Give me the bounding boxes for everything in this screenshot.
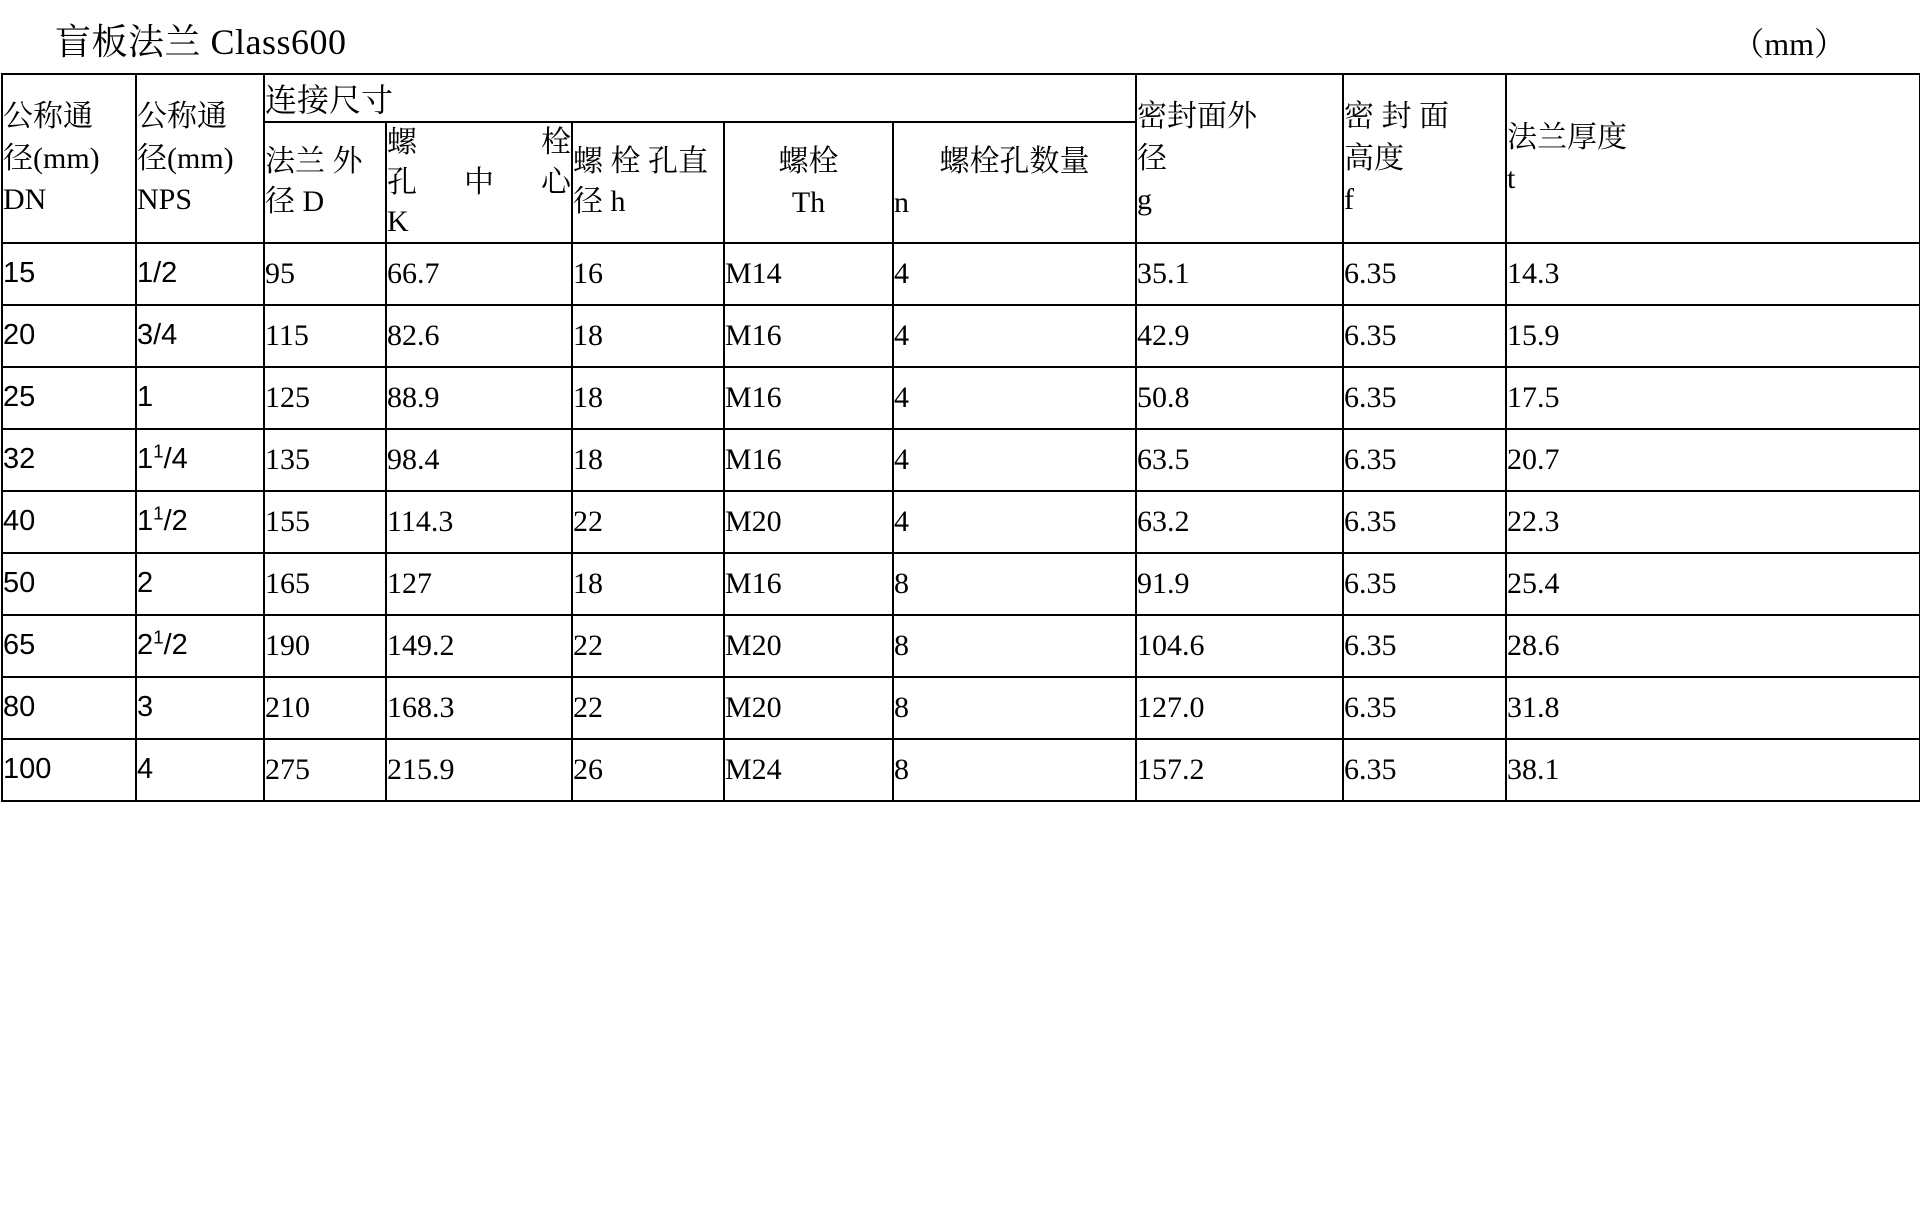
cell-bolt: M14 — [724, 243, 893, 305]
cell-seal-face-height: 6.35 — [1343, 615, 1506, 677]
column-header-bolt-hole-diameter-line2: 孔直径 — [573, 144, 708, 219]
column-header-seal-face-height-line1: 密 封 面 — [1344, 100, 1450, 133]
cell-nps-whole: 2 — [137, 629, 154, 662]
cell-bolt-hole-diameter: 18 — [572, 305, 724, 367]
cell-seal-face-od: 91.9 — [1136, 553, 1343, 615]
cell-seal-face-height: 6.35 — [1343, 429, 1506, 491]
table-row — [2, 367, 1920, 429]
cell-dn: 100 — [2, 739, 136, 801]
cell-seal-face-height: 6.35 — [1343, 305, 1506, 367]
column-header-dn-line2: 径(mm) — [3, 141, 100, 175]
column-header-flange-od — [264, 122, 386, 243]
column-header-bolt-hole-count-line1: 螺栓孔数量 — [939, 144, 1090, 178]
column-header-bolt-hole-diameter-line3: h — [610, 185, 626, 219]
cell-dn: 25 — [2, 367, 136, 429]
table-row — [2, 615, 1920, 677]
cell-bolt-hole-diameter: 16 — [572, 243, 724, 305]
cell-bolt-hole-count: 4 — [893, 491, 1136, 553]
column-header-seal-face-height-line3: f — [1344, 183, 1355, 217]
cell-seal-face-od: 50.8 — [1136, 367, 1343, 429]
cell-bolt-hole-count: 8 — [893, 677, 1136, 739]
column-header-bolt-hole-diameter — [572, 122, 724, 243]
cell-dn: 65 — [2, 615, 136, 677]
cell-flange-thickness: 22.3 — [1506, 491, 1920, 553]
column-header-seal-face-od — [1136, 74, 1343, 243]
column-header-seal-face-height-line2: 高度 — [1344, 141, 1405, 175]
cell-bolt-hole-count: 4 — [893, 243, 1136, 305]
cell-nps: 3 — [136, 677, 264, 739]
cell-seal-face-od: 63.2 — [1136, 491, 1343, 553]
cell-flange-od: 155 — [264, 491, 386, 553]
cell-dn: 20 — [2, 305, 136, 367]
table-header — [2, 74, 1920, 243]
column-group-header-connection-dimensions: 连接尺寸 — [264, 74, 1136, 122]
cell-bolt: M20 — [724, 677, 893, 739]
cell-nps: 2 — [136, 553, 264, 615]
cell-bolt-hole-count: 8 — [893, 739, 1136, 801]
cell-nps — [136, 491, 264, 553]
cell-seal-face-od: 157.2 — [1136, 739, 1343, 801]
cell-bolt-hole-count: 4 — [893, 305, 1136, 367]
cell-seal-face-height: 6.35 — [1343, 367, 1506, 429]
page-title: 盲板法兰 Class600 — [55, 22, 347, 62]
cell-flange-thickness: 15.9 — [1506, 305, 1920, 367]
table-row — [2, 677, 1920, 739]
cell-flange-od: 115 — [264, 305, 386, 367]
cell-bolt-hole-count: 8 — [893, 553, 1136, 615]
cell-dn: 15 — [2, 243, 136, 305]
cell-bolt-circle: 114.3 — [386, 491, 572, 553]
cell-bolt: M16 — [724, 305, 893, 367]
column-header-seal-face-od-line2: 径 — [1137, 141, 1168, 175]
column-header-dn-line1: 公称通 — [3, 100, 93, 133]
cell-bolt-hole-count: 4 — [893, 367, 1136, 429]
cell-flange-thickness: 38.1 — [1506, 739, 1920, 801]
table-row — [2, 491, 1920, 553]
cell-bolt-hole-diameter: 22 — [572, 491, 724, 553]
cell-seal-face-od: 127.0 — [1136, 677, 1343, 739]
cell-seal-face-height: 6.35 — [1343, 243, 1506, 305]
cell-nps-denominator: /4 — [163, 443, 188, 476]
cell-bolt: M16 — [724, 553, 893, 615]
cell-seal-face-height: 6.35 — [1343, 491, 1506, 553]
cell-flange-od: 95 — [264, 243, 386, 305]
cell-bolt-hole-diameter: 18 — [572, 553, 724, 615]
cell-nps — [136, 615, 264, 677]
cell-bolt-circle: 215.9 — [386, 739, 572, 801]
column-header-bolt-circle-line2: 孔中心 — [387, 165, 571, 199]
cell-flange-od: 165 — [264, 553, 386, 615]
cell-nps: 3/4 — [136, 305, 264, 367]
column-header-flange-od-line1: 法兰 — [265, 144, 325, 178]
cell-flange-thickness: 25.4 — [1506, 553, 1920, 615]
cell-flange-thickness: 31.8 — [1506, 677, 1920, 739]
cell-dn: 40 — [2, 491, 136, 553]
cell-nps-numerator: 1 — [153, 626, 164, 648]
cell-flange-thickness: 28.6 — [1506, 615, 1920, 677]
cell-bolt: M16 — [724, 429, 893, 491]
cell-nps-whole: 1 — [137, 443, 154, 476]
cell-bolt-circle: 98.4 — [386, 429, 572, 491]
cell-nps: 4 — [136, 739, 264, 801]
cell-nps — [136, 429, 264, 491]
cell-flange-od: 190 — [264, 615, 386, 677]
cell-seal-face-height: 6.35 — [1343, 739, 1506, 801]
cell-bolt-hole-diameter: 26 — [572, 739, 724, 801]
cell-dn: 50 — [2, 553, 136, 615]
table-row — [2, 553, 1920, 615]
column-header-bolt — [724, 122, 893, 243]
cell-dn: 32 — [2, 429, 136, 491]
column-header-seal-face-od-line3: g — [1137, 183, 1153, 217]
cell-nps-denominator: /2 — [163, 505, 188, 538]
cell-nps: 1/2 — [136, 243, 264, 305]
cell-nps: 1 — [136, 367, 264, 429]
cell-bolt-circle: 66.7 — [386, 243, 572, 305]
column-header-nps-line2: 径(mm) — [137, 141, 234, 175]
document-header — [0, 0, 1920, 73]
cell-seal-face-height: 6.35 — [1343, 553, 1506, 615]
column-header-bolt-circle-line3: K — [387, 205, 409, 239]
flange-dimensions-table — [1, 73, 1920, 802]
cell-bolt-circle: 149.2 — [386, 615, 572, 677]
cell-bolt-circle: 88.9 — [386, 367, 572, 429]
column-header-bolt-line2: Th — [791, 186, 826, 220]
column-header-nps-line3: NPS — [137, 183, 193, 217]
cell-bolt-hole-diameter: 18 — [572, 367, 724, 429]
cell-bolt-circle: 127 — [386, 553, 572, 615]
cell-bolt-circle: 168.3 — [386, 677, 572, 739]
table-row — [2, 739, 1920, 801]
column-header-bolt-hole-count — [893, 122, 1136, 243]
table-header-row-1 — [2, 74, 1920, 122]
column-header-flange-od-line2: 外径 — [265, 144, 363, 219]
cell-seal-face-height: 6.35 — [1343, 677, 1506, 739]
cell-seal-face-od: 35.1 — [1136, 243, 1343, 305]
column-header-seal-face-height — [1343, 74, 1506, 243]
cell-bolt: M16 — [724, 367, 893, 429]
cell-flange-od: 125 — [264, 367, 386, 429]
column-header-flange-thickness-line1: 法兰厚度 — [1507, 120, 1628, 154]
column-header-flange-od-line3: D — [302, 185, 325, 219]
cell-nps-numerator: 1 — [153, 440, 164, 462]
cell-nps-denominator: /2 — [163, 629, 188, 662]
column-header-bolt-circle-line1: 螺 栓 — [387, 126, 571, 159]
cell-bolt-circle: 82.6 — [386, 305, 572, 367]
column-header-nps — [136, 74, 264, 243]
cell-bolt-hole-diameter: 22 — [572, 615, 724, 677]
cell-dn: 80 — [2, 677, 136, 739]
cell-flange-thickness: 17.5 — [1506, 367, 1920, 429]
cell-nps-whole: 1 — [137, 505, 154, 538]
column-header-nps-line1: 公称通 — [137, 100, 227, 133]
cell-nps-numerator: 1 — [153, 502, 164, 524]
cell-bolt: M24 — [724, 739, 893, 801]
column-header-dn-line3: DN — [3, 183, 47, 217]
table-body — [2, 243, 1920, 801]
cell-flange-thickness: 14.3 — [1506, 243, 1920, 305]
cell-flange-od: 275 — [264, 739, 386, 801]
cell-bolt-hole-diameter: 18 — [572, 429, 724, 491]
column-header-flange-thickness-line2: t — [1507, 162, 1516, 196]
column-header-bolt-line1: 螺栓 — [778, 144, 839, 178]
unit-note: （mm） — [1732, 26, 1846, 62]
cell-flange-thickness: 20.7 — [1506, 429, 1920, 491]
column-header-bolt-circle — [386, 122, 572, 243]
cell-bolt-hole-diameter: 22 — [572, 677, 724, 739]
cell-seal-face-od: 42.9 — [1136, 305, 1343, 367]
table-row — [2, 429, 1920, 491]
table-row — [2, 305, 1920, 367]
cell-bolt-hole-count: 4 — [893, 429, 1136, 491]
column-header-seal-face-od-line1: 密封面外 — [1137, 100, 1258, 133]
column-header-dn — [2, 74, 136, 243]
cell-flange-od: 135 — [264, 429, 386, 491]
column-header-flange-thickness — [1506, 74, 1920, 243]
cell-bolt: M20 — [724, 491, 893, 553]
table-row — [2, 243, 1920, 305]
cell-seal-face-od: 104.6 — [1136, 615, 1343, 677]
cell-bolt-hole-count: 8 — [893, 615, 1136, 677]
cell-flange-od: 210 — [264, 677, 386, 739]
column-header-bolt-hole-diameter-line1: 螺 栓 — [573, 144, 641, 178]
cell-bolt: M20 — [724, 615, 893, 677]
column-header-bolt-hole-count-line2: n — [894, 186, 909, 220]
cell-seal-face-od: 63.5 — [1136, 429, 1343, 491]
